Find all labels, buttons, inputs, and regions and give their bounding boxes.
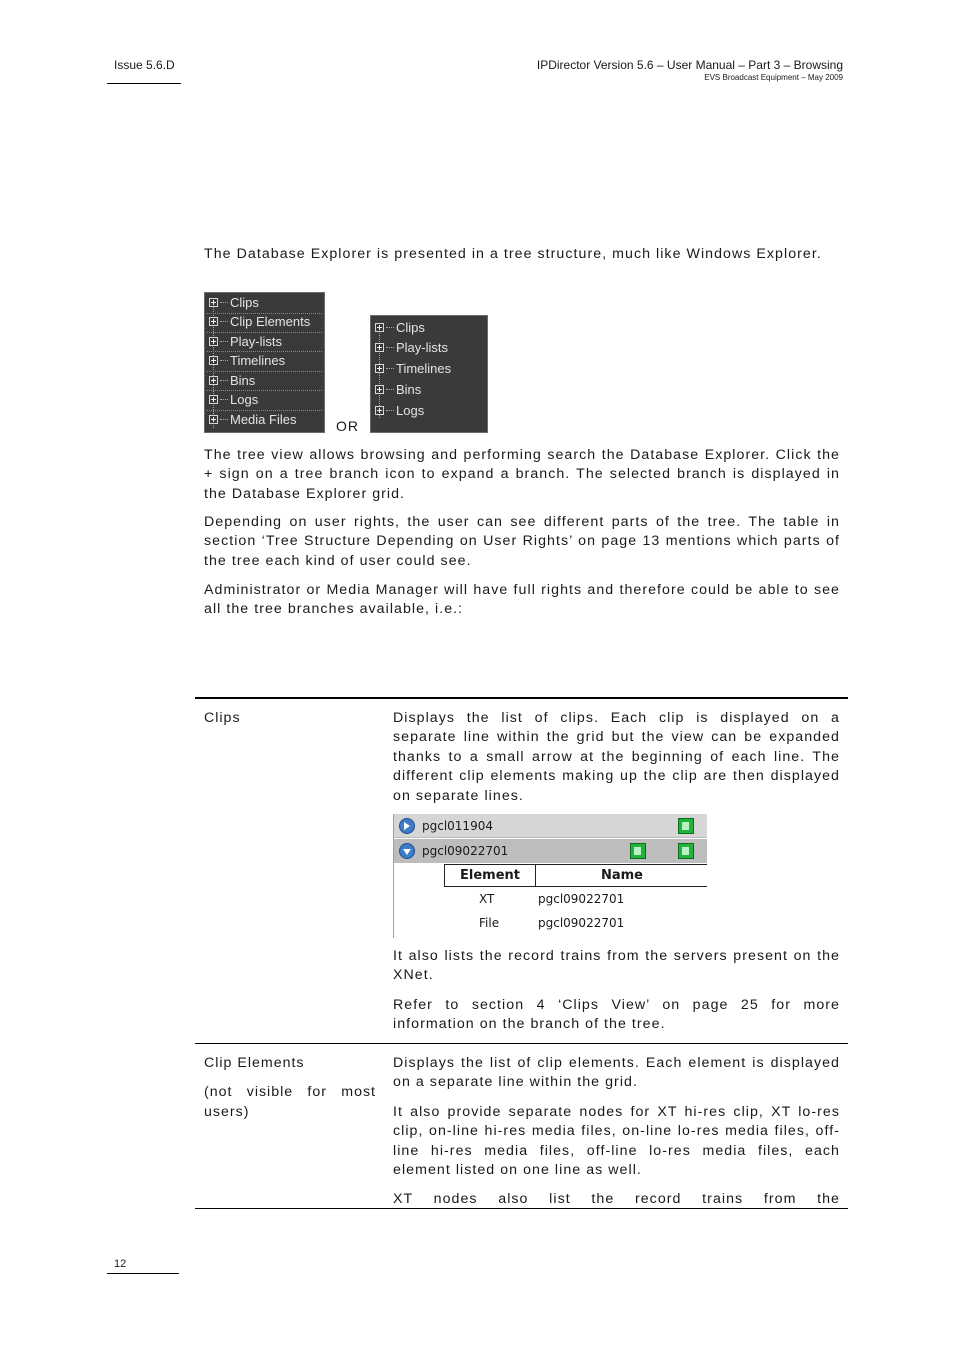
element-cell: File	[479, 916, 500, 930]
intro-paragraph: The Database Explorer is presented in a tree structure, much like Windows Explorer.	[204, 246, 822, 262]
expand-plus-icon[interactable]	[375, 385, 384, 394]
row-clip-elements-description	[393, 1054, 840, 1210]
row-clips-name: Clips	[204, 710, 241, 726]
tree-item-clip-elements[interactable]	[209, 312, 310, 331]
header-rule	[107, 83, 181, 84]
row-clip-elements-label	[204, 1054, 376, 1122]
tree-item-label: Bins	[230, 373, 256, 388]
table-top-rule	[195, 697, 848, 699]
tree-item-label: Play-lists	[230, 334, 283, 349]
tree-item-label: Play-lists	[396, 340, 449, 355]
expand-plus-icon[interactable]	[375, 364, 384, 373]
expand-plus-icon[interactable]	[375, 323, 384, 332]
clip-name: pgcl09022701	[422, 844, 509, 858]
element-cell: XT	[479, 892, 495, 906]
column-header-name[interactable]: Name	[600, 868, 643, 883]
tree-item-bins[interactable]	[209, 371, 255, 390]
or-label: OR	[336, 418, 359, 434]
element-icon	[630, 843, 646, 859]
tree-item-label: Logs	[396, 403, 425, 418]
expand-plus-icon[interactable]	[209, 395, 218, 404]
tree-item-logs[interactable]	[375, 401, 424, 420]
tree-item-clips[interactable]	[209, 293, 259, 312]
clip-grid-image	[393, 814, 707, 938]
tree-item-label: Clip Elements	[230, 314, 311, 329]
column-header-element[interactable]: Element	[445, 865, 536, 886]
row-clips-description	[393, 709, 840, 806]
expand-plus-icon[interactable]	[209, 415, 218, 424]
expand-plus-icon[interactable]	[375, 343, 384, 352]
tree-item-clips[interactable]	[375, 318, 425, 337]
paragraph-user-rights: Depending on user rights, the user can see different parts of the tree. The table in section ‘Tree Structure Depending on User Rights’ on page 13 mentions which parts of the tree each kind of user could see.	[204, 514, 840, 569]
table-row-rule	[195, 1043, 848, 1044]
collapse-arrow-icon[interactable]	[399, 843, 415, 859]
clip-row[interactable]	[394, 814, 707, 838]
expand-plus-icon[interactable]	[209, 337, 218, 346]
row-clip-elements-desc1: Displays the list of clip elements. Each element is displayed on a separate line within the grid.	[393, 1055, 840, 1091]
tree-item-logs[interactable]	[209, 390, 258, 409]
paragraph-full-rights: Administrator or Media Manager will have full rights and therefore could be able to see all the tree branches available, i.e.:	[204, 582, 840, 618]
status-icon	[678, 843, 694, 859]
tree-item-label: Media Files	[230, 412, 297, 427]
clip-row-expanded[interactable]	[394, 839, 707, 863]
tree-item-label: Clips	[396, 320, 425, 335]
row-clips-desc1: Displays the list of clips. Each clip is displayed on a separate line within the grid but the view can be expanded thanks to a small arrow at the beginning of each line. The different clip elements making up the clip are then displayed on separate lines.	[393, 710, 840, 804]
clip-name: pgcl011904	[422, 818, 493, 833]
name-cell: pgcl09022701	[538, 892, 625, 906]
subgrid-header	[444, 864, 707, 887]
row-clips-desc2: It also lists the record trains from the servers present on the XNet.	[393, 948, 840, 984]
footer-rule	[107, 1273, 179, 1274]
row-clip-elements-desc3: XT nodes also list the record trains from the	[393, 1191, 840, 1208]
tree-item-label: Timelines	[230, 353, 286, 368]
tree-item-bins[interactable]	[375, 380, 421, 399]
tree-full-image	[204, 292, 325, 433]
expand-plus-icon[interactable]	[209, 317, 218, 326]
expand-plus-icon[interactable]	[375, 406, 384, 415]
issue-label: Issue 5.6.D	[114, 58, 175, 72]
row-clips-more	[393, 947, 840, 1035]
tree-item-label: Timelines	[396, 361, 452, 376]
document-subtitle: EVS Broadcast Equipment – May 2009	[704, 73, 843, 82]
page-number: 12	[114, 1258, 127, 1270]
expand-plus-icon[interactable]	[209, 376, 218, 385]
expand-plus-icon[interactable]	[209, 356, 218, 365]
row-clip-elements-name: Clip Elements	[204, 1055, 305, 1071]
row-clip-elements-note: (not visible for most users)	[204, 1084, 376, 1120]
document-header	[537, 58, 843, 82]
row-clips-desc3: Refer to section 4 ‘Clips View’ on page 25 for more information on the branch of the tree.	[393, 996, 840, 1033]
table-bottom-rule	[195, 1208, 848, 1209]
tree-item-label: Clips	[230, 295, 259, 310]
tree-item-timelines[interactable]	[209, 351, 285, 370]
document-title: IPDirector Version 5.6 – User Manual – Part 3 – Browsing	[536, 58, 843, 72]
status-icon	[678, 818, 694, 834]
expand-arrow-icon[interactable]	[399, 818, 415, 834]
paragraph-tree-view: The tree view allows browsing and performing search the Database Explorer. Click the + sign on a tree branch icon to expand a branch. The selected branch is displayed in the Database Explorer grid.	[204, 447, 840, 502]
tree-item-label: Logs	[230, 392, 259, 407]
row-clip-elements-desc2: It also provide separate nodes for XT hi-res clip, XT lo-res clip, on-line hi-res media files, on-line lo-res media files, off-line hi-res media files, off-line lo-res media files, each element listed on one line as well.	[393, 1103, 840, 1179]
tree-item-play-lists[interactable]	[209, 332, 282, 351]
tree-limited-image	[370, 315, 488, 433]
tree-item-media-files[interactable]	[209, 410, 296, 429]
name-cell: pgcl09022701	[538, 916, 625, 930]
expand-plus-icon[interactable]	[209, 298, 218, 307]
tree-item-timelines[interactable]	[375, 359, 451, 378]
tree-item-label: Bins	[396, 382, 422, 397]
tree-item-play-lists[interactable]	[375, 338, 448, 357]
